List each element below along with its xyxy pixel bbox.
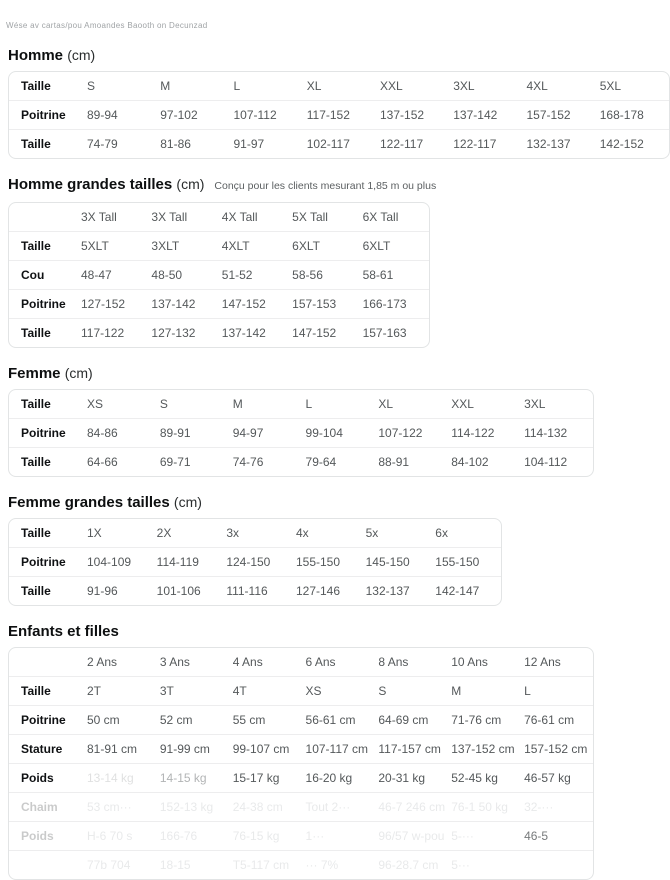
cell: ··· 7% bbox=[305, 858, 339, 872]
cell: T5-117 cm bbox=[232, 858, 290, 872]
cell: XS bbox=[305, 684, 322, 698]
table-row bbox=[9, 101, 669, 130]
table-row bbox=[9, 232, 429, 261]
cell: Tout 2··· bbox=[305, 800, 351, 814]
cell: 48-50 bbox=[151, 268, 183, 282]
cell: 76-15 kg bbox=[232, 829, 280, 843]
cell: 157-152 cm bbox=[524, 742, 588, 756]
section-subtitle: Conçu pour les clients mesurant 1,85 m ou plus bbox=[214, 180, 437, 192]
column-header: 2X bbox=[156, 526, 172, 540]
cell: 46-7 246 cm bbox=[378, 800, 446, 814]
table-row bbox=[9, 677, 593, 706]
section-title: Femme bbox=[8, 365, 61, 382]
section-title: Homme grandes tailles bbox=[8, 176, 173, 193]
column-header: 3XL bbox=[453, 79, 475, 93]
cell: 107-122 bbox=[378, 426, 423, 440]
table-row bbox=[9, 130, 669, 159]
cell: 137-142 bbox=[221, 326, 266, 340]
cell: 32-··· bbox=[524, 800, 554, 814]
row-label: Poitrine bbox=[21, 713, 66, 727]
cell: 14-15 kg bbox=[159, 771, 207, 785]
cell: 132-137 bbox=[526, 137, 571, 151]
cell: 166-76 bbox=[159, 829, 198, 843]
column-header: 4x bbox=[295, 526, 309, 540]
cell: 69-71 bbox=[159, 455, 191, 469]
cell: 20-31 kg bbox=[378, 771, 426, 785]
cell: 2T bbox=[87, 684, 102, 698]
column-header: M bbox=[160, 79, 171, 93]
cell: 168-178 bbox=[599, 108, 644, 122]
cell: 107-112 bbox=[233, 108, 277, 122]
section-heading bbox=[8, 364, 600, 383]
row-label: Chaim bbox=[21, 800, 58, 814]
cell: 77b 704 bbox=[87, 858, 131, 872]
table-row bbox=[9, 793, 593, 822]
watermark-text: Wése av cartas/pou Amoandes Baooth on Decunzad bbox=[6, 21, 208, 30]
cell: 122-117 bbox=[380, 137, 424, 151]
cell: 89-94 bbox=[87, 108, 118, 122]
size-table bbox=[9, 519, 501, 605]
row-label: Taille bbox=[21, 584, 51, 598]
cell: 111-116 bbox=[226, 584, 268, 598]
cell: 15-17 kg bbox=[232, 771, 280, 785]
table-row bbox=[9, 706, 593, 735]
cell: 64-66 bbox=[87, 455, 118, 469]
section-homme bbox=[8, 46, 644, 159]
table-row bbox=[9, 548, 501, 577]
header-row bbox=[9, 648, 593, 677]
cell: 137-142 bbox=[453, 108, 498, 122]
column-header: 4X Tall bbox=[221, 210, 258, 224]
cell: 99-107 cm bbox=[232, 742, 290, 756]
cell: 50 cm bbox=[87, 713, 120, 727]
section-heading bbox=[8, 493, 600, 512]
cell: 64-69 cm bbox=[378, 713, 429, 727]
column-header: 1X bbox=[87, 526, 102, 540]
cell: 124-150 bbox=[226, 555, 271, 569]
cell: 147-152 bbox=[221, 297, 266, 311]
cell: H-6 70 s bbox=[87, 829, 133, 843]
column-header: 3 Ans bbox=[159, 655, 190, 669]
cell: 52-45 kg bbox=[451, 771, 498, 785]
cell: 6XLT bbox=[292, 239, 320, 253]
cell: 127-146 bbox=[295, 584, 341, 598]
row-label: Poitrine bbox=[21, 108, 66, 122]
section-title: Homme bbox=[8, 47, 64, 64]
cell: 5XLT bbox=[81, 239, 109, 253]
cell: 114-132 bbox=[524, 426, 568, 440]
cell: 55 cm bbox=[232, 713, 266, 727]
cell: 84-102 bbox=[451, 455, 489, 469]
cell: 56-61 cm bbox=[305, 713, 356, 727]
column-header: 6 Ans bbox=[305, 655, 336, 669]
cell: 117-152 bbox=[306, 108, 350, 122]
section-femme-grandes bbox=[8, 493, 600, 606]
cell: 155-150 bbox=[295, 555, 341, 569]
cell: L bbox=[524, 684, 531, 698]
size-table-homme bbox=[8, 71, 670, 159]
section-unit: (cm) bbox=[64, 365, 93, 381]
table-row bbox=[9, 851, 593, 880]
cell: 157-153 bbox=[292, 297, 337, 311]
column-header: M bbox=[232, 397, 243, 411]
section-enfants bbox=[8, 622, 600, 880]
column-header: 6X Tall bbox=[362, 210, 399, 224]
cell: 5-··· bbox=[451, 829, 474, 843]
column-header: 5XL bbox=[599, 79, 622, 93]
size-table-femme-grandes bbox=[8, 518, 502, 606]
size-table-enfants bbox=[8, 647, 594, 880]
cell: 137-152 cm bbox=[451, 742, 515, 756]
table-row bbox=[9, 764, 593, 793]
column-header: 5X Tall bbox=[292, 210, 328, 224]
cell: 46-5 bbox=[524, 829, 549, 843]
column-header: S bbox=[87, 79, 96, 93]
header-row bbox=[9, 519, 501, 548]
cell: 58-61 bbox=[362, 268, 394, 282]
row-label: Poids bbox=[21, 771, 54, 785]
cell: 81-86 bbox=[160, 137, 191, 151]
column-header: 6x bbox=[435, 526, 448, 540]
row-label-header bbox=[9, 648, 83, 677]
cell: 102-117 bbox=[306, 137, 350, 151]
row-label bbox=[9, 851, 83, 880]
cell: 1··· bbox=[305, 829, 325, 843]
row-label: Taille bbox=[21, 326, 51, 340]
cell: 4XLT bbox=[221, 239, 250, 253]
cell: M bbox=[451, 684, 462, 698]
table-row bbox=[9, 448, 593, 477]
row-label: Poids bbox=[21, 829, 54, 843]
table-row bbox=[9, 577, 501, 606]
cell: 97-102 bbox=[160, 108, 198, 122]
header-row bbox=[9, 390, 593, 419]
table-row bbox=[9, 822, 593, 851]
size-table-femme bbox=[8, 389, 594, 477]
column-header: 4XL bbox=[526, 79, 548, 93]
cell: 4T bbox=[232, 684, 247, 698]
cell: 91-97 bbox=[233, 137, 265, 151]
cell: 74-76 bbox=[232, 455, 264, 469]
cell: 81-91 cm bbox=[87, 742, 138, 756]
cell: 142-152 bbox=[599, 137, 644, 151]
section-unit: (cm) bbox=[176, 176, 205, 192]
column-header: 3X Tall bbox=[151, 210, 188, 224]
cell: 122-117 bbox=[453, 137, 497, 151]
cell: 53 cm··· bbox=[87, 800, 132, 814]
column-header: 10 Ans bbox=[451, 655, 488, 669]
cell: 13-14 kg bbox=[87, 771, 134, 785]
cell: 89-91 bbox=[159, 426, 191, 440]
header-row bbox=[9, 203, 429, 232]
row-label-header: Taille bbox=[21, 526, 51, 540]
section-unit: (cm) bbox=[173, 494, 202, 510]
cell: 157-152 bbox=[526, 108, 571, 122]
cell: 84-86 bbox=[87, 426, 118, 440]
cell: 114-122 bbox=[451, 426, 495, 440]
cell: 91-99 cm bbox=[159, 742, 210, 756]
cell: 142-147 bbox=[435, 584, 480, 598]
size-table-homme-grandes bbox=[8, 202, 430, 348]
cell: 99-104 bbox=[305, 426, 343, 440]
size-chart-page bbox=[0, 46, 644, 880]
cell: 76-61 cm bbox=[524, 713, 575, 727]
cell: 157-163 bbox=[362, 326, 407, 340]
section-homme-grandes bbox=[8, 175, 600, 348]
column-header: 5x bbox=[365, 526, 379, 540]
cell: 76-1 50 kg bbox=[451, 800, 508, 814]
size-table bbox=[9, 648, 593, 879]
row-label-header: Taille bbox=[21, 79, 51, 93]
section-title: Enfants et filles bbox=[8, 623, 119, 640]
cell: 117-157 cm bbox=[378, 742, 441, 756]
cell: 46-57 kg bbox=[524, 771, 571, 785]
table-row bbox=[9, 419, 593, 448]
size-table bbox=[9, 203, 429, 347]
cell: 16-20 kg bbox=[305, 771, 353, 785]
cell: 145-150 bbox=[365, 555, 410, 569]
cell: 104-109 bbox=[87, 555, 132, 569]
column-header: 12 Ans bbox=[524, 655, 561, 669]
column-header: 3XL bbox=[524, 397, 546, 411]
column-header: XXL bbox=[380, 79, 403, 93]
row-label-header bbox=[9, 203, 77, 232]
header-row bbox=[9, 72, 669, 101]
column-header: 4 Ans bbox=[232, 655, 263, 669]
cell: 104-112 bbox=[524, 455, 568, 469]
cell: 127-152 bbox=[81, 297, 126, 311]
cell: 3T bbox=[159, 684, 174, 698]
column-header: 2 Ans bbox=[87, 655, 118, 669]
row-label: Cou bbox=[21, 268, 45, 282]
cell: 107-117 cm bbox=[305, 742, 369, 756]
cell: 96-28.7 cm bbox=[378, 858, 439, 872]
cell: 96/57 w-pou bbox=[378, 829, 445, 843]
size-table bbox=[9, 72, 669, 158]
cell: 88-91 bbox=[378, 455, 410, 469]
cell: 58-56 bbox=[292, 268, 323, 282]
table-row bbox=[9, 290, 429, 319]
cell: 24-38 cm bbox=[232, 800, 283, 814]
row-label-header: Taille bbox=[21, 397, 51, 411]
column-header: XL bbox=[306, 79, 322, 93]
row-label: Taille bbox=[21, 239, 51, 253]
cell: 51-52 bbox=[221, 268, 253, 282]
column-header: L bbox=[233, 79, 241, 93]
section-heading bbox=[8, 46, 600, 65]
cell: 74-79 bbox=[87, 137, 118, 151]
cell: 147-152 bbox=[292, 326, 337, 340]
cell: 5··· bbox=[451, 858, 470, 872]
row-label: Stature bbox=[21, 742, 63, 756]
row-label: Taille bbox=[21, 684, 51, 698]
column-header: S bbox=[159, 397, 168, 411]
cell: 94-97 bbox=[232, 426, 264, 440]
table-row bbox=[9, 261, 429, 290]
cell: 101-106 bbox=[156, 584, 201, 598]
section-femme bbox=[8, 364, 600, 477]
cell: 52 cm bbox=[159, 713, 193, 727]
cell: 117-122 bbox=[81, 326, 125, 340]
cell: 3XLT bbox=[151, 239, 180, 253]
column-header: 3x bbox=[226, 526, 239, 540]
cell bbox=[520, 851, 593, 880]
cell: 6XLT bbox=[362, 239, 391, 253]
row-label: Taille bbox=[21, 137, 51, 151]
cell: 114-119 bbox=[156, 555, 199, 569]
row-label: Poitrine bbox=[21, 555, 66, 569]
column-header: XXL bbox=[451, 397, 474, 411]
column-header: 8 Ans bbox=[378, 655, 409, 669]
section-title: Femme grandes tailles bbox=[8, 494, 170, 511]
cell: 18-15 bbox=[159, 858, 191, 872]
column-header: XS bbox=[87, 397, 104, 411]
cell: 132-137 bbox=[365, 584, 410, 598]
table-row bbox=[9, 735, 593, 764]
cell: 166-173 bbox=[362, 297, 407, 311]
size-table bbox=[9, 390, 593, 476]
cell: 91-96 bbox=[87, 584, 118, 598]
row-label: Taille bbox=[21, 455, 51, 469]
cell: 127-132 bbox=[151, 326, 196, 340]
cell: 155-150 bbox=[435, 555, 480, 569]
table-row bbox=[9, 319, 429, 348]
cell: 71-76 cm bbox=[451, 713, 502, 727]
row-label: Poitrine bbox=[21, 297, 66, 311]
section-heading bbox=[8, 175, 600, 196]
column-header: 3X Tall bbox=[81, 210, 117, 224]
cell: 137-142 bbox=[151, 297, 196, 311]
cell: 48-47 bbox=[81, 268, 112, 282]
column-header: L bbox=[305, 397, 313, 411]
cell: 137-152 bbox=[380, 108, 425, 122]
cell: 152-13 kg bbox=[159, 800, 214, 814]
cell: S bbox=[378, 684, 387, 698]
cell: 79-64 bbox=[305, 455, 337, 469]
column-header: XL bbox=[378, 397, 394, 411]
row-label: Poitrine bbox=[21, 426, 66, 440]
section-unit: (cm) bbox=[67, 47, 96, 63]
section-heading bbox=[8, 622, 600, 641]
